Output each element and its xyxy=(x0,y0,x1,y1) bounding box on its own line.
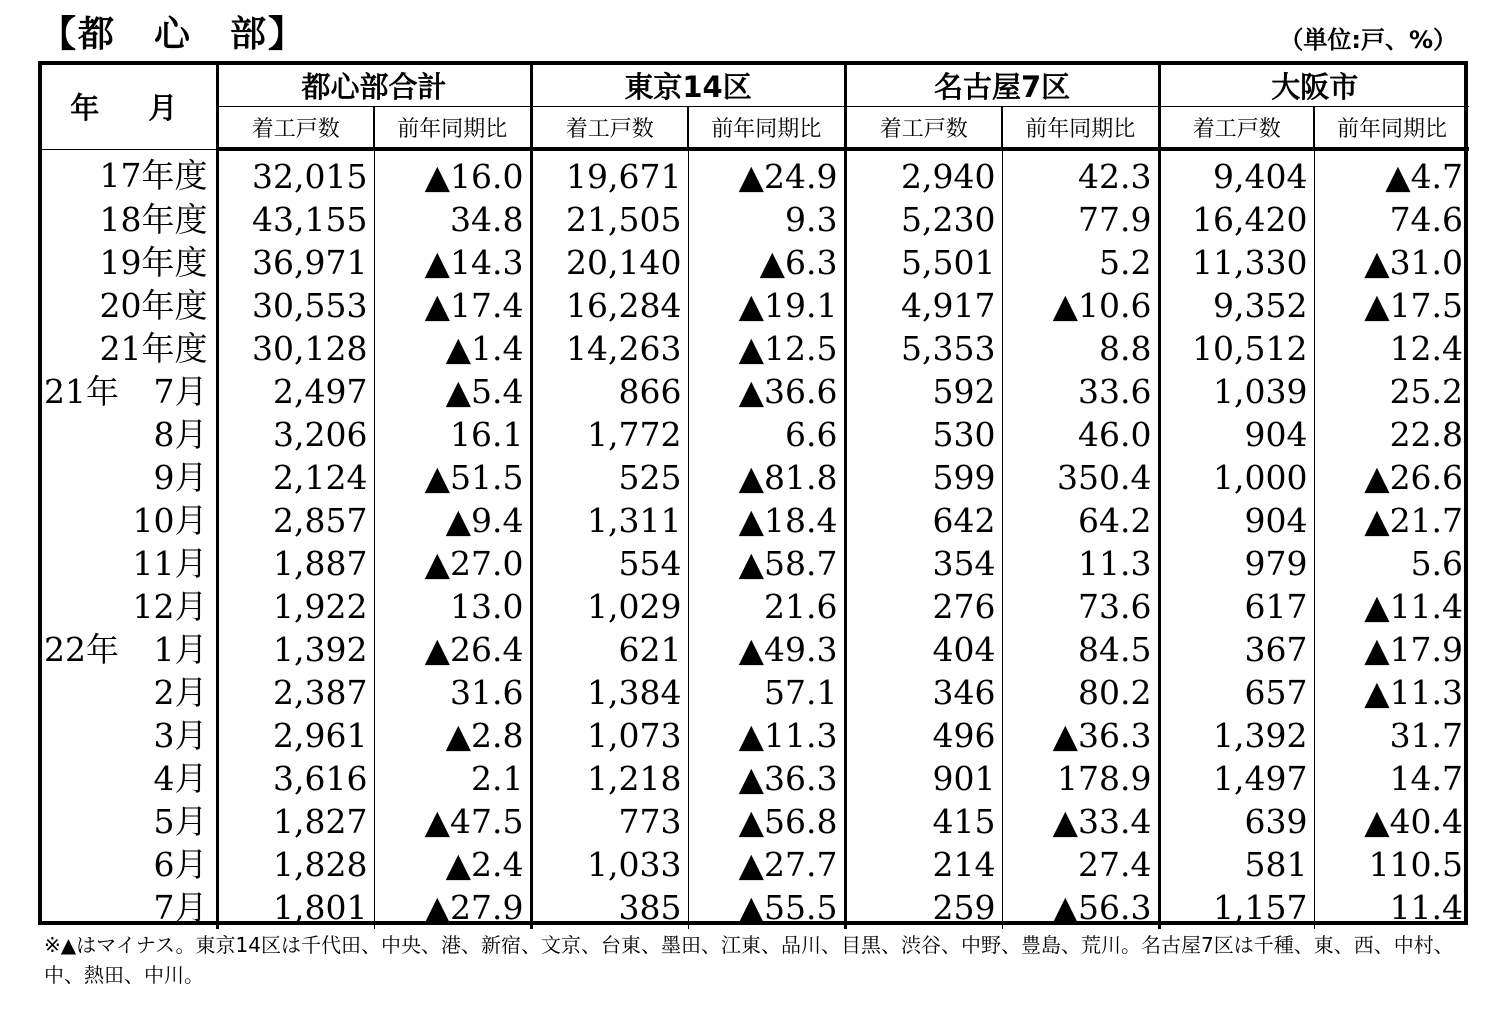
row-period: 9月 xyxy=(153,458,208,497)
yoy-cell: ▲16.0 xyxy=(374,149,531,198)
yoy-cell: 14.7 xyxy=(1389,759,1464,798)
yoy-cell: ▲33.4 xyxy=(1002,800,1159,843)
starts-cell: 259 xyxy=(845,886,1002,929)
yoy-cell: ▲11.3 xyxy=(1364,673,1464,712)
starts-cell: 592 xyxy=(845,370,1002,413)
starts-cell: 367 xyxy=(1159,628,1314,671)
row-period: 4月 xyxy=(153,759,208,798)
yoy-cell: 8.8 xyxy=(1002,327,1159,370)
data-table-frame xyxy=(38,61,1468,925)
starts-cell: 30,553 xyxy=(217,284,374,327)
table-row xyxy=(42,241,1469,284)
group-header-tokyo: 東京14区 xyxy=(531,65,845,107)
starts-cell: 19,671 xyxy=(531,149,688,198)
page-title: 【都 心 部】 xyxy=(40,14,307,55)
yoy-cell: 16.1 xyxy=(374,413,531,456)
starts-cell: 866 xyxy=(531,370,688,413)
starts-cell: 904 xyxy=(1159,413,1314,456)
starts-cell: 1,000 xyxy=(1159,456,1314,499)
table-row xyxy=(42,327,1469,370)
sub-header-starts: 着工戸数 xyxy=(217,107,374,150)
sub-header-starts: 着工戸数 xyxy=(845,107,1002,150)
yoy-cell: 12.4 xyxy=(1389,329,1464,368)
yoy-cell: ▲10.6 xyxy=(1002,284,1159,327)
yoy-cell: ▲19.1 xyxy=(688,284,845,327)
starts-cell: 43,155 xyxy=(217,198,374,241)
yoy-cell: ▲56.8 xyxy=(688,800,845,843)
yoy-cell: 21.6 xyxy=(688,585,845,628)
starts-cell: 599 xyxy=(845,456,1002,499)
sub-header-starts: 着工戸数 xyxy=(531,107,688,150)
row-year: 21年 xyxy=(44,372,119,411)
starts-cell: 496 xyxy=(845,714,1002,757)
row-period: 7月 xyxy=(153,372,208,411)
row-label xyxy=(42,499,217,542)
yoy-cell: 2.1 xyxy=(374,757,531,800)
starts-cell: 5,501 xyxy=(845,241,1002,284)
row-period: 3月 xyxy=(153,716,208,755)
footnote: ※▲はマイナス。東京14区は千代田、中央、港、新宿、文京、台東、墨田、江東、品川、目黒、渋谷、中野、豊島、荒川。名古屋7区は千種、東、西、中村、中、熱田、中川。 xyxy=(44,933,1454,987)
starts-cell: 525 xyxy=(531,456,688,499)
table-body xyxy=(42,149,1469,929)
yoy-cell: ▲36.3 xyxy=(688,757,845,800)
starts-cell: 1,392 xyxy=(217,628,374,671)
starts-cell: 1,218 xyxy=(531,757,688,800)
starts-cell: 581 xyxy=(1159,843,1314,886)
table-row xyxy=(42,370,1469,413)
starts-cell: 904 xyxy=(1159,499,1314,542)
yoy-cell: ▲1.4 xyxy=(374,327,531,370)
yoy-cell: ▲36.3 xyxy=(1002,714,1159,757)
row-label xyxy=(42,456,217,499)
yoy-cell: 73.6 xyxy=(1002,585,1159,628)
starts-cell: 3,206 xyxy=(217,413,374,456)
starts-cell: 404 xyxy=(845,628,1002,671)
group-header-nagoya: 名古屋7区 xyxy=(845,65,1159,107)
yoy-cell: ▲51.5 xyxy=(374,456,531,499)
starts-cell: 1,497 xyxy=(1159,757,1314,800)
row-label xyxy=(42,800,217,843)
yoy-cell: 42.3 xyxy=(1002,149,1159,198)
starts-cell: 5,353 xyxy=(845,327,1002,370)
yoy-cell: 27.4 xyxy=(1002,843,1159,886)
sub-header-yoy: 前年同期比 xyxy=(1314,107,1469,150)
yoy-cell: ▲27.7 xyxy=(688,843,845,886)
yoy-cell: ▲17.5 xyxy=(1364,286,1464,325)
table-row xyxy=(42,671,1469,714)
row-label xyxy=(42,843,217,886)
starts-cell: 21,505 xyxy=(531,198,688,241)
table-row xyxy=(42,499,1469,542)
sub-header-yoy: 前年同期比 xyxy=(1002,107,1159,150)
table-row xyxy=(42,628,1469,671)
yoy-cell: ▲11.3 xyxy=(688,714,845,757)
unit-label: （単位:戸、%） xyxy=(1279,26,1457,54)
yoy-cell: ▲9.4 xyxy=(374,499,531,542)
yoy-cell: ▲55.5 xyxy=(688,886,845,929)
row-label xyxy=(42,413,217,456)
yoy-cell: 13.0 xyxy=(374,585,531,628)
yoy-cell: 64.2 xyxy=(1002,499,1159,542)
row-period: 6月 xyxy=(153,845,208,884)
table-row xyxy=(42,542,1469,585)
yoy-cell: ▲2.8 xyxy=(374,714,531,757)
yoy-cell: ▲26.4 xyxy=(374,628,531,671)
year-month-header: 年 月 xyxy=(42,65,217,149)
starts-cell: 2,857 xyxy=(217,499,374,542)
starts-cell: 773 xyxy=(531,800,688,843)
yoy-cell: ▲40.4 xyxy=(1364,802,1464,841)
yoy-cell: ▲49.3 xyxy=(688,628,845,671)
row-label xyxy=(42,671,217,714)
yoy-cell: 74.6 xyxy=(1389,200,1464,239)
starts-cell: 1,157 xyxy=(1159,886,1314,929)
starts-cell: 11,330 xyxy=(1159,241,1314,284)
table-row xyxy=(42,886,1469,929)
starts-cell: 2,124 xyxy=(217,456,374,499)
starts-cell: 1,033 xyxy=(531,843,688,886)
starts-cell: 3,616 xyxy=(217,757,374,800)
yoy-cell: 33.6 xyxy=(1002,370,1159,413)
yoy-cell: ▲36.6 xyxy=(688,370,845,413)
starts-cell: 1,922 xyxy=(217,585,374,628)
yoy-cell: 80.2 xyxy=(1002,671,1159,714)
yoy-cell: ▲21.7 xyxy=(1364,501,1464,540)
yoy-cell: 31.6 xyxy=(374,671,531,714)
row-period: 12月 xyxy=(132,587,208,626)
yoy-cell: ▲5.4 xyxy=(374,370,531,413)
starts-cell: 1,827 xyxy=(217,800,374,843)
row-label xyxy=(42,714,217,757)
yoy-cell: ▲27.9 xyxy=(374,886,531,929)
starts-cell: 530 xyxy=(845,413,1002,456)
row-label xyxy=(42,542,217,585)
row-label xyxy=(42,585,217,628)
starts-cell: 979 xyxy=(1159,542,1314,585)
starts-cell: 1,828 xyxy=(217,843,374,886)
starts-cell: 415 xyxy=(845,800,1002,843)
starts-cell: 554 xyxy=(531,542,688,585)
row-period: 21年度 xyxy=(99,329,208,368)
starts-cell: 354 xyxy=(845,542,1002,585)
yoy-cell: 46.0 xyxy=(1002,413,1159,456)
starts-cell: 214 xyxy=(845,843,1002,886)
yoy-cell: 11.3 xyxy=(1002,542,1159,585)
starts-cell: 2,497 xyxy=(217,370,374,413)
row-label xyxy=(42,628,217,671)
row-period: 7月 xyxy=(153,888,208,927)
table-row xyxy=(42,149,1469,198)
table-row xyxy=(42,757,1469,800)
starts-cell: 276 xyxy=(845,585,1002,628)
group-header-osaka: 大阪市 xyxy=(1159,65,1469,107)
yoy-cell: ▲11.4 xyxy=(1364,587,1464,626)
starts-cell: 1,801 xyxy=(217,886,374,929)
table-row xyxy=(42,585,1469,628)
table-row xyxy=(42,284,1469,327)
yoy-cell: 25.2 xyxy=(1389,372,1464,411)
starts-cell: 16,284 xyxy=(531,284,688,327)
starts-cell: 1,772 xyxy=(531,413,688,456)
yoy-cell: ▲14.3 xyxy=(374,241,531,284)
table-row xyxy=(42,843,1469,886)
starts-cell: 346 xyxy=(845,671,1002,714)
starts-cell: 617 xyxy=(1159,585,1314,628)
sub-header-starts: 着工戸数 xyxy=(1159,107,1314,150)
starts-cell: 1,887 xyxy=(217,542,374,585)
row-label xyxy=(42,149,217,198)
yoy-cell: 34.8 xyxy=(374,198,531,241)
yoy-cell: 178.9 xyxy=(1002,757,1159,800)
row-label xyxy=(42,327,217,370)
starts-cell: 1,311 xyxy=(531,499,688,542)
starts-cell: 9,404 xyxy=(1159,149,1314,198)
row-label xyxy=(42,241,217,284)
starts-cell: 2,387 xyxy=(217,671,374,714)
starts-cell: 9,352 xyxy=(1159,284,1314,327)
starts-cell: 639 xyxy=(1159,800,1314,843)
yoy-cell: 5.6 xyxy=(1410,544,1464,583)
starts-cell: 4,917 xyxy=(845,284,1002,327)
starts-cell: 1,384 xyxy=(531,671,688,714)
yoy-cell: ▲81.8 xyxy=(688,456,845,499)
starts-cell: 2,961 xyxy=(217,714,374,757)
row-label xyxy=(42,284,217,327)
starts-cell: 621 xyxy=(531,628,688,671)
yoy-cell: ▲26.6 xyxy=(1364,458,1464,497)
yoy-cell: ▲18.4 xyxy=(688,499,845,542)
starts-cell: 2,940 xyxy=(845,149,1002,198)
yoy-cell: 5.2 xyxy=(1002,241,1159,284)
table-row xyxy=(42,714,1469,757)
row-period: 10月 xyxy=(132,501,208,540)
starts-cell: 642 xyxy=(845,499,1002,542)
starts-cell: 1,073 xyxy=(531,714,688,757)
starts-cell: 16,420 xyxy=(1159,198,1314,241)
row-period: 1月 xyxy=(153,630,208,669)
starts-cell: 1,039 xyxy=(1159,370,1314,413)
row-period: 2月 xyxy=(153,673,208,712)
yoy-cell: 350.4 xyxy=(1002,456,1159,499)
housing-starts-table xyxy=(42,65,1469,929)
row-period: 11月 xyxy=(132,544,208,583)
row-label xyxy=(42,886,217,929)
yoy-cell: ▲2.4 xyxy=(374,843,531,886)
starts-cell: 385 xyxy=(531,886,688,929)
yoy-cell: ▲31.0 xyxy=(1364,243,1464,282)
row-period: 20年度 xyxy=(99,286,208,325)
yoy-cell: ▲58.7 xyxy=(688,542,845,585)
yoy-cell: ▲6.3 xyxy=(688,241,845,284)
yoy-cell: 11.4 xyxy=(1389,888,1464,927)
yoy-cell: 110.5 xyxy=(1368,845,1464,884)
yoy-cell: ▲4.7 xyxy=(1385,157,1464,196)
yoy-cell: ▲27.0 xyxy=(374,542,531,585)
yoy-cell: 22.8 xyxy=(1389,415,1464,454)
row-label xyxy=(42,370,217,413)
starts-cell: 1,029 xyxy=(531,585,688,628)
starts-cell: 657 xyxy=(1159,671,1314,714)
starts-cell: 1,392 xyxy=(1159,714,1314,757)
row-period: 19年度 xyxy=(99,243,208,282)
yoy-cell: 31.7 xyxy=(1389,716,1464,755)
starts-cell: 10,512 xyxy=(1159,327,1314,370)
yoy-cell: 57.1 xyxy=(688,671,845,714)
starts-cell: 36,971 xyxy=(217,241,374,284)
sub-header-yoy: 前年同期比 xyxy=(374,107,531,150)
table-row xyxy=(42,800,1469,843)
row-label xyxy=(42,198,217,241)
starts-cell: 30,128 xyxy=(217,327,374,370)
sub-header-yoy: 前年同期比 xyxy=(688,107,845,150)
table-row xyxy=(42,456,1469,499)
yoy-cell: ▲17.9 xyxy=(1364,630,1464,669)
yoy-cell: 77.9 xyxy=(1002,198,1159,241)
yoy-cell: 84.5 xyxy=(1002,628,1159,671)
yoy-cell: ▲17.4 xyxy=(374,284,531,327)
row-year: 22年 xyxy=(44,630,119,669)
table-row xyxy=(42,413,1469,456)
group-header-total: 都心部合計 xyxy=(217,65,531,107)
row-period: 5月 xyxy=(153,802,208,841)
yoy-cell: ▲12.5 xyxy=(688,327,845,370)
row-period: 8月 xyxy=(153,415,208,454)
starts-cell: 901 xyxy=(845,757,1002,800)
starts-cell: 20,140 xyxy=(531,241,688,284)
row-period: 18年度 xyxy=(99,200,208,239)
starts-cell: 5,230 xyxy=(845,198,1002,241)
starts-cell: 14,263 xyxy=(531,327,688,370)
yoy-cell: ▲56.3 xyxy=(1002,886,1159,929)
row-label xyxy=(42,757,217,800)
row-period: 17年度 xyxy=(99,156,208,196)
starts-cell: 32,015 xyxy=(217,149,374,198)
table-row xyxy=(42,198,1469,241)
yoy-cell: ▲47.5 xyxy=(374,800,531,843)
yoy-cell: 9.3 xyxy=(688,198,845,241)
yoy-cell: 6.6 xyxy=(688,413,845,456)
yoy-cell: ▲24.9 xyxy=(688,149,845,198)
